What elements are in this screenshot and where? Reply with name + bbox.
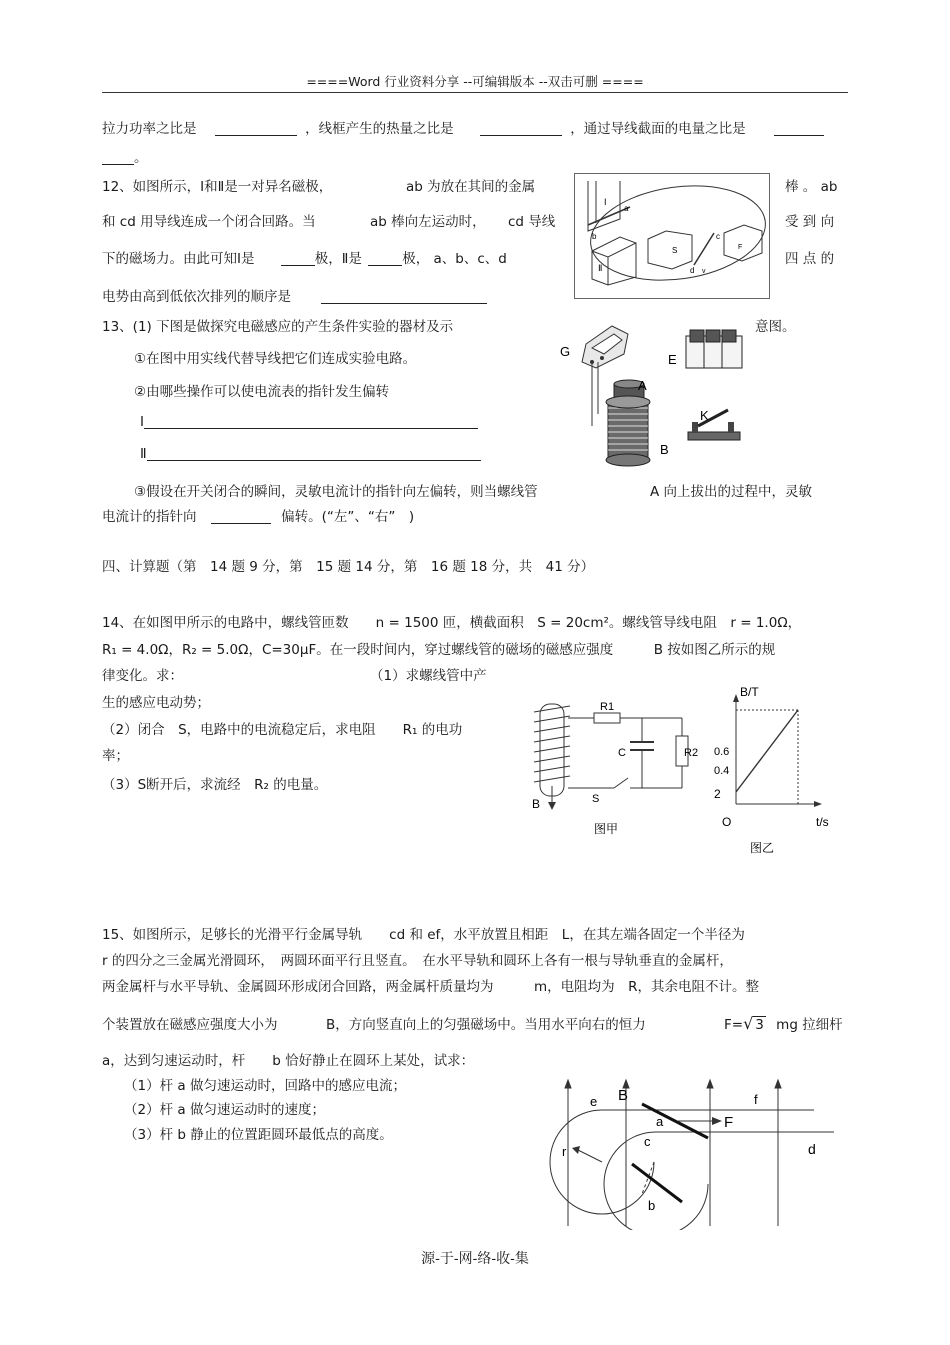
label-v: v	[702, 268, 706, 275]
q12-l3: 下的磁场力。由此可知Ⅰ是	[102, 251, 255, 267]
q13-l1r: 意图。	[755, 319, 796, 335]
label-b: b	[648, 1198, 656, 1213]
q15-l4b: B，方向竖直向上的匀强磁场中。当用水平向右的恒力	[326, 1017, 646, 1033]
q15-l4d: 3	[755, 1017, 764, 1033]
q12-l1b: ab 为放在其间的金属	[406, 179, 536, 195]
q11-text-c: ，通过导线截面的电量之比是	[570, 121, 746, 137]
q12-l3r: 四 点 的	[785, 251, 835, 267]
galvanometer-terminal-1	[590, 360, 594, 364]
tick-2: 2	[714, 787, 721, 801]
sqrt-sign: √	[743, 1014, 754, 1033]
switch-K	[688, 410, 740, 440]
q15-figure	[538, 1074, 838, 1230]
origin-label: O	[722, 815, 732, 829]
q13-item2	[140, 446, 481, 462]
header-divider	[102, 92, 848, 93]
label-R1: R1	[600, 701, 615, 713]
q12-blank-order[interactable]	[321, 289, 487, 304]
label-e: e	[590, 1094, 598, 1109]
field-lines	[565, 1080, 781, 1226]
q12-blank-pole1[interactable]	[281, 251, 315, 266]
q11-text-b: ，线框产生的热量之比是	[305, 121, 454, 137]
q12-l1: 12、如图所示，Ⅰ和Ⅱ是一对异名磁极，	[102, 179, 333, 195]
label-c: c	[644, 1134, 651, 1149]
rod-b	[632, 1164, 682, 1202]
label-B-field: B	[532, 797, 541, 811]
q11-line2	[102, 146, 148, 166]
label-a: a	[624, 204, 629, 213]
label-B: B	[660, 442, 669, 457]
q12-l1r: 棒 。 ab	[785, 179, 838, 195]
radius-arrow	[572, 1146, 580, 1154]
q13-s3d: 偏转。(“左”、“右” )	[281, 509, 415, 525]
q14-l5: （2）闭合 S，电路中的电流稳定后，求电阻 R₁ 的电功	[102, 722, 463, 738]
q13-item1	[140, 414, 478, 430]
label-II: Ⅱ	[598, 263, 603, 273]
q13-s3-line2	[102, 505, 414, 525]
q14-figure-b	[706, 684, 840, 860]
section-4-title: 四、计算题（第 14 题 9 分，第 15 题 14 分，第 16 题 18 分，共 41 分）	[102, 559, 595, 575]
x-axis-arrow	[814, 801, 822, 807]
label-r: r	[562, 1144, 567, 1159]
q12-line1	[102, 175, 332, 195]
q12-l2r: 受 到 向	[785, 214, 835, 230]
q14-l2: R₁ = 4.0Ω，R₂ = 5.0Ω，C=30μF。在一段时间内，穿过螺线管的磁场的磁感应强度 B 按如图乙所示的规	[102, 642, 776, 658]
q14-l7: （3）S断开后，求流经 R₂ 的电量。	[102, 777, 328, 793]
q15-l4e: mg 拉细杆	[776, 1017, 843, 1033]
q12-l2c: cd 导线	[508, 214, 556, 230]
force-arrow-head	[712, 1117, 722, 1125]
q11-text-a: 拉力功率之比是	[102, 121, 197, 137]
q13-i1: Ⅰ	[140, 414, 144, 430]
label-f: f	[754, 1092, 758, 1107]
q15-force-expr	[724, 1013, 843, 1033]
label-c: c	[716, 232, 720, 241]
q11-blank-3b[interactable]	[102, 150, 134, 165]
switch-S	[614, 778, 628, 788]
q13-blank-op2[interactable]	[147, 446, 481, 461]
q12-figure	[574, 173, 770, 299]
b-arrow-head	[548, 802, 556, 810]
q15-q2: （2）杆 a 做匀速运动时的速度；	[124, 1102, 325, 1118]
q13-s3b: A 向上拔出的过程中，灵敏	[650, 484, 813, 500]
y-axis-arrow	[733, 694, 739, 702]
q12-blank-pole2[interactable]	[368, 251, 402, 266]
q12-l2: 和 cd 用导线连成一个闭合回路。当	[102, 214, 316, 230]
caption-fig-a: 图甲	[594, 822, 619, 836]
q15-q3: （3）杆 b 静止的位置距圆环最低点的高度。	[124, 1127, 393, 1143]
radius-r	[578, 1150, 602, 1162]
q13-s3c: 电流计的指针向	[102, 509, 197, 525]
q14-l3b: （1）求螺线管中产	[370, 668, 487, 684]
q13-s3a: ③假设在开关闭合的瞬间，灵敏电流计的指针向左偏转，则当螺线管	[134, 484, 538, 500]
q14-l1: 14、在如图甲所示的电路中，螺线管匝数 n = 1500 匝，横截面积 S = 20cm²。螺线管导线电阻 r = 1.0Ω，	[102, 615, 802, 631]
battery-E	[686, 330, 742, 368]
q14-l4: 生的感应电动势；	[102, 695, 210, 711]
q11-blank-2[interactable]	[480, 121, 562, 136]
q14-figure-a	[520, 690, 710, 842]
q12-l3b: 极，Ⅱ是	[314, 251, 362, 267]
q11-blank-1[interactable]	[215, 121, 297, 136]
magnet-S	[648, 231, 692, 269]
q11-blank-3[interactable]	[774, 121, 824, 136]
b-t-line	[736, 710, 798, 792]
q11-end: 。	[134, 150, 148, 166]
label-G: G	[560, 344, 571, 359]
coil-B-bottom	[606, 454, 650, 466]
q15-l5: a，达到匀速运动时，杆 b 恰好静止在圆环上某处，试求：	[102, 1053, 475, 1069]
label-K: K	[700, 408, 709, 423]
label-F: F	[738, 244, 743, 251]
magnet-N	[724, 225, 762, 261]
q13-s2: ②由哪些操作可以使电流表的指针发生偏转	[134, 384, 390, 400]
label-d: d	[808, 1141, 816, 1157]
tick-0-4: 0.4	[714, 765, 730, 777]
q13-figure	[552, 322, 752, 472]
q12-l3c: 极， a、b、c、d	[402, 251, 507, 267]
q14-l3: 律变化。求：	[102, 668, 183, 684]
label-S: S	[592, 793, 600, 805]
page-header: ====Word 行业资料分享 --可编辑版本 --双击可删 ====	[306, 74, 644, 89]
q12-l2b: ab 棒向左运动时，	[370, 214, 486, 230]
solenoid	[534, 704, 570, 796]
q12-line3	[102, 247, 507, 267]
q15-l3: 两金属杆与水平导轨、金属圆环形成闭合回路，两金属杆质量均为 m，电阻均为 R，其余电阻不计。整	[102, 979, 760, 995]
galvanometer-terminal-2	[600, 356, 604, 360]
label-S: S	[672, 246, 678, 255]
y-axis-label: B/T	[740, 685, 759, 699]
q13-i2: Ⅱ	[140, 446, 147, 462]
label-F: F	[724, 1114, 734, 1131]
q12-l4: 电势由高到低依次排列的顺序是	[102, 289, 291, 305]
label-R2: R2	[684, 747, 699, 759]
coil-B	[608, 402, 648, 460]
caption-fig-b: 图乙	[750, 841, 775, 855]
q15-q1: （1）杆 a 做匀速运动时，回路中的感应电流；	[124, 1078, 406, 1094]
rod-cd	[694, 233, 714, 265]
resistor-R1	[594, 713, 620, 723]
q14-l6: 率；	[102, 748, 129, 764]
q13-blank-direction[interactable]	[211, 509, 271, 524]
x-axis-label: t/s	[816, 815, 829, 829]
tick-0-6: 0.6	[714, 746, 730, 758]
label-C: C	[618, 747, 626, 759]
label-a: a	[656, 1114, 664, 1129]
label-E: E	[668, 352, 677, 367]
page-footer: 源-于-网-络-收-集	[421, 1251, 529, 1267]
label-d: d	[690, 266, 695, 275]
q12-line4	[102, 285, 487, 305]
q13-blank-op1[interactable]	[144, 414, 478, 429]
coil-B-top	[606, 396, 650, 408]
q11-line1	[102, 117, 824, 137]
label-B: B	[618, 1087, 629, 1104]
q13-l1: 13、(1) 下图是做探究电磁感应的产生条件实验的器材及示	[102, 319, 454, 335]
label-I: I	[604, 197, 607, 207]
label-A: A	[638, 378, 647, 393]
q15-l1: 15、如图所示，足够长的光滑平行金属导轨 cd 和 ef，水平放置且相距 L，在其左端各固定一个半径为	[102, 927, 745, 943]
label-b: b	[592, 232, 597, 241]
q15-l4a: 个装置放在磁感应强度大小为	[102, 1017, 278, 1033]
q13-s1: ①在图中用实线代替导线把它们连成实验电路。	[134, 351, 417, 367]
q15-l4c: F=	[724, 1017, 744, 1033]
q15-l2: r 的四分之三金属光滑圆环， 两圆环面平行且竖直。 在水平导轨和圆环上各有一根与导轨垂直的金属杆，	[102, 953, 733, 969]
